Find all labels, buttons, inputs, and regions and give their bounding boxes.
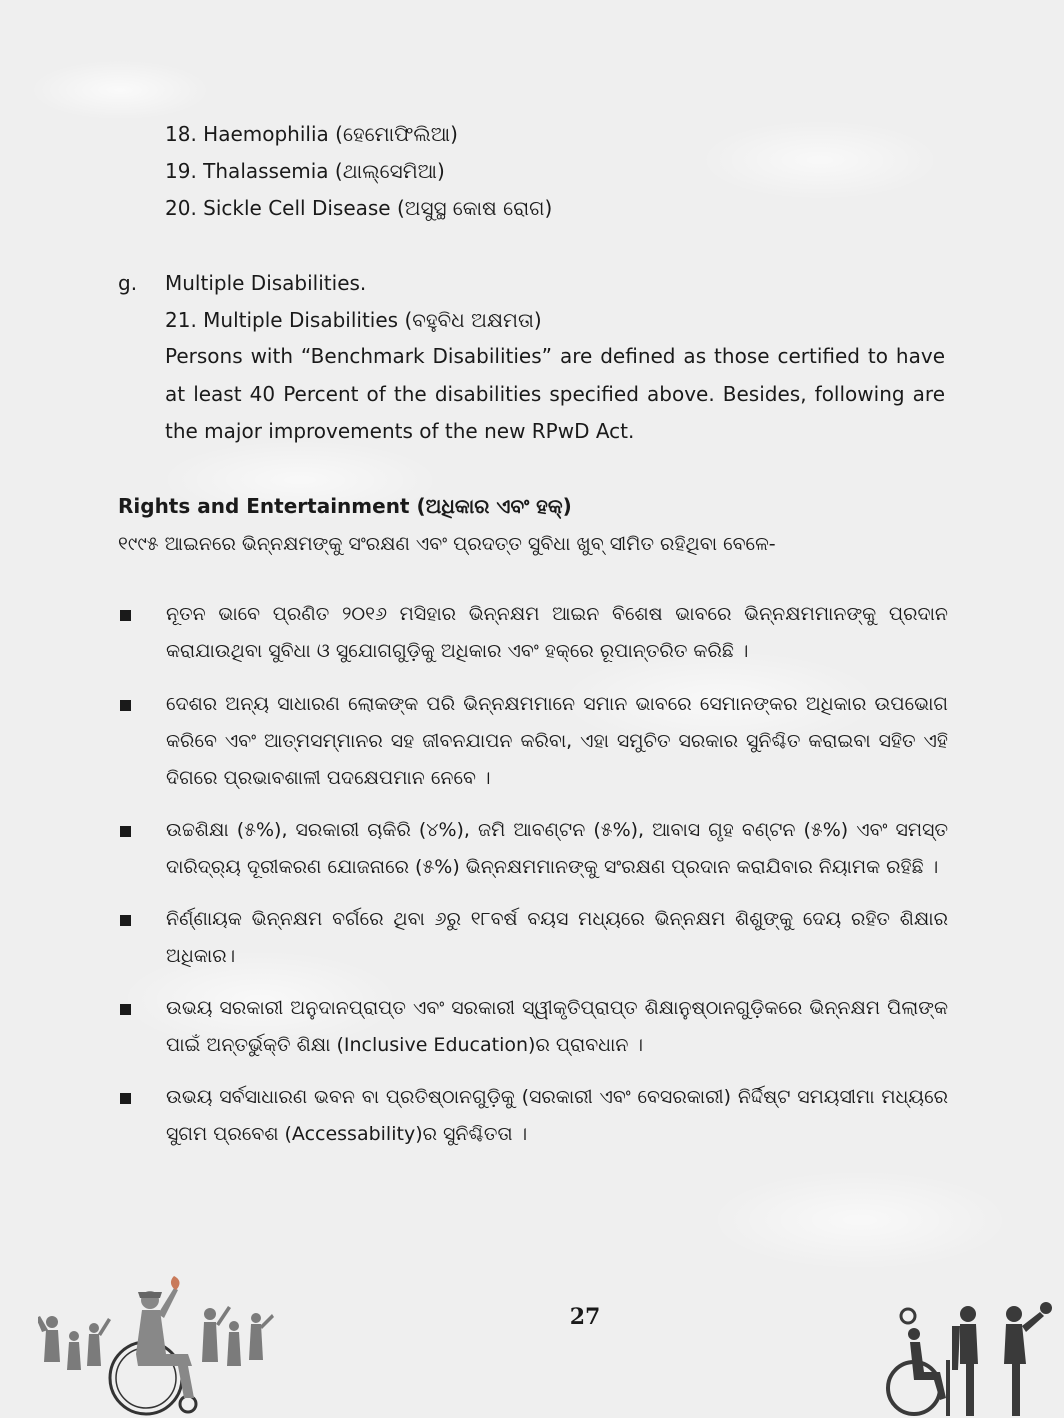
square-bullet-icon xyxy=(120,610,131,621)
page-number: 27 xyxy=(569,1304,601,1330)
bullet-text: ଉଭୟ ସରକାରୀ ଅନୁଦାନପ୍ରାପ୍ତ ଏବଂ ସରକାରୀ ସ୍ୱୀକୃତିପ୍ରାପ୍ତ ଶିକ୍ଷାନୁଷ୍ଠାନଗୁଡ଼ିକରେ ଭିନ୍ନକ୍ଷମ ପିଲାଙ୍କ ପାଇଁ ଅନ୍ତର୍ଭୁକ୍ତି ଶିକ୍ଷା (Inclusive Education)ର ପ୍ରାବଧାନ । xyxy=(166,997,948,1056)
square-bullet-icon xyxy=(120,1093,131,1104)
list-item-20: 20. Sickle Cell Disease (ଅସୁସ୍ଥ କୋଷ ରୋଗ) xyxy=(165,196,553,220)
section-g-label: g. xyxy=(118,271,138,295)
bullet-text: ଉଚ୍ଚଶିକ୍ଷା (୫%), ସରକାରୀ ଚାକିରି (୪%), ଜମି ଆବଣ୍ଟନ (୫%), ଆବାସ ଗୃହ ବଣ୍ଟନ (୫%) ଏବଂ ସମସ୍ତ ଦାରିଦ୍ର୍ୟ ଦୂରୀକରଣ ଯୋଜନାରେ (୫%) ଭିନ୍ନକ୍ଷମମାନଙ୍କୁ ସଂରକ୍ଷଣ ପ୍ରଦାନ କରାଯିବାର ନିୟାମକ ରହିଛି । xyxy=(166,819,948,878)
section-g-title: Multiple Disabilities. xyxy=(165,271,367,295)
rights-intro: ୧୯୯୫ ଆଇନରେ ଭିନ୍ନକ୍ଷମଙ୍କୁ ସଂରକ୍ଷଣ ଏବଂ ପ୍ରଦତ୍ତ ସୁବିଧା ଖୁବ୍ ସୀମିତ ରହିଥିବା ବେଳେ- xyxy=(118,533,776,555)
list-item-21: 21. Multiple Disabilities (ବହୁବିଧ ଅକ୍ଷମତା) xyxy=(165,308,542,332)
people-with-torch-and-wheelchair-illustration xyxy=(38,1270,278,1418)
bullet-text: ଦେଶର ଅନ୍ୟ ସାଧାରଣ ଲୋକଙ୍କ ପରି ଭିନ୍ନକ୍ଷମମାନେ ସମାନ ଭାବରେ ସେମାନଙ୍କର ଅଧିକାର ଉପଭୋଗ କରିବେ ଏବଂ ଆତ୍ମସମ୍ମାନର ସହ ଜୀବନଯାପନ କରିବା, ଏହା ସମୁଚିତ ସରକାର ସୁନିଶ୍ଚିତ କରାଇବା ସହିତ ଏହି ଦିଗରେ ପ୍ରଭାବଶାଳୀ ପଦକ୍ଷେପମାନ ନେବେ । xyxy=(166,693,948,789)
list-item-19: 19. Thalassemia (ଥାଲ୍‌ସେମିଆ) xyxy=(165,159,445,183)
bullet-text: ନୂତନ ଭାବେ ପ୍ରଣିତ ୨୦୧୬ ମସିହାର ଭିନ୍ନକ୍ଷମ ଆଇନ ବିଶେଷ ଭାବରେ ଭିନ୍ନକ୍ଷମମାନଙ୍କୁ ପ୍ରଦାନ କରାଯାଉଥିବା ସୁବିଧା ଓ ସୁଯୋଗଗୁଡ଼ିକୁ ଅଧିକାର ଏବଂ ହକ୍‌ରେ ରୂପାନ୍ତରିତ କରିଛି । xyxy=(166,603,948,662)
bullet-text: ଉଭୟ ସର୍ବସାଧାରଣ ଭବନ ବା ପ୍ରତିଷ୍ଠାନଗୁଡ଼ିକୁ (ସରକାରୀ ଏବଂ ବେସରକାରୀ) ନିର୍ଦ୍ଦିଷ୍ଟ ସମୟସୀମା ମଧ୍ୟରେ ସୁଗମ ପ୍ରବେଶ (Accessability)ର ସୁନିଶ୍ଚିତତା । xyxy=(166,1086,948,1145)
bullet-text: ନିର୍ଣ୍ଣାୟକ ଭିନ୍ନକ୍ଷମ ବର୍ଗରେ ଥିବା ୬ରୁ ୧୮ବର୍ଷ ବୟସ ମଧ୍ୟରେ ଭିନ୍ନକ୍ଷମ ଶିଶୁଙ୍କୁ ଦେୟ ରହିତ ଶିକ୍ଷାର ଅଧିକାର। xyxy=(166,908,948,967)
list-item xyxy=(118,901,948,975)
rights-heading: Rights and Entertainment (ଅଧିକାର ଏବଂ ହକ୍) xyxy=(118,494,572,518)
square-bullet-icon xyxy=(120,700,131,711)
square-bullet-icon xyxy=(120,1004,131,1015)
square-bullet-icon xyxy=(120,826,131,837)
list-item xyxy=(118,990,948,1064)
benchmark-paragraph: Persons with “Benchmark Disabilities” are defined as those certified to have at least 40 Percent of the disabilities specified above. Besides, following are the major improvements of the new RPwD Act. xyxy=(165,344,945,443)
list-item xyxy=(118,596,948,670)
list-item xyxy=(118,686,948,797)
square-bullet-icon xyxy=(120,915,131,926)
rights-bullet-list xyxy=(118,596,948,1153)
list-item xyxy=(118,1079,948,1153)
list-item xyxy=(118,812,948,886)
disability-symbols-illustration xyxy=(880,1300,1060,1418)
list-item-18: 18. Haemophilia (ହେମୋଫିଲିଆ) xyxy=(165,122,458,146)
